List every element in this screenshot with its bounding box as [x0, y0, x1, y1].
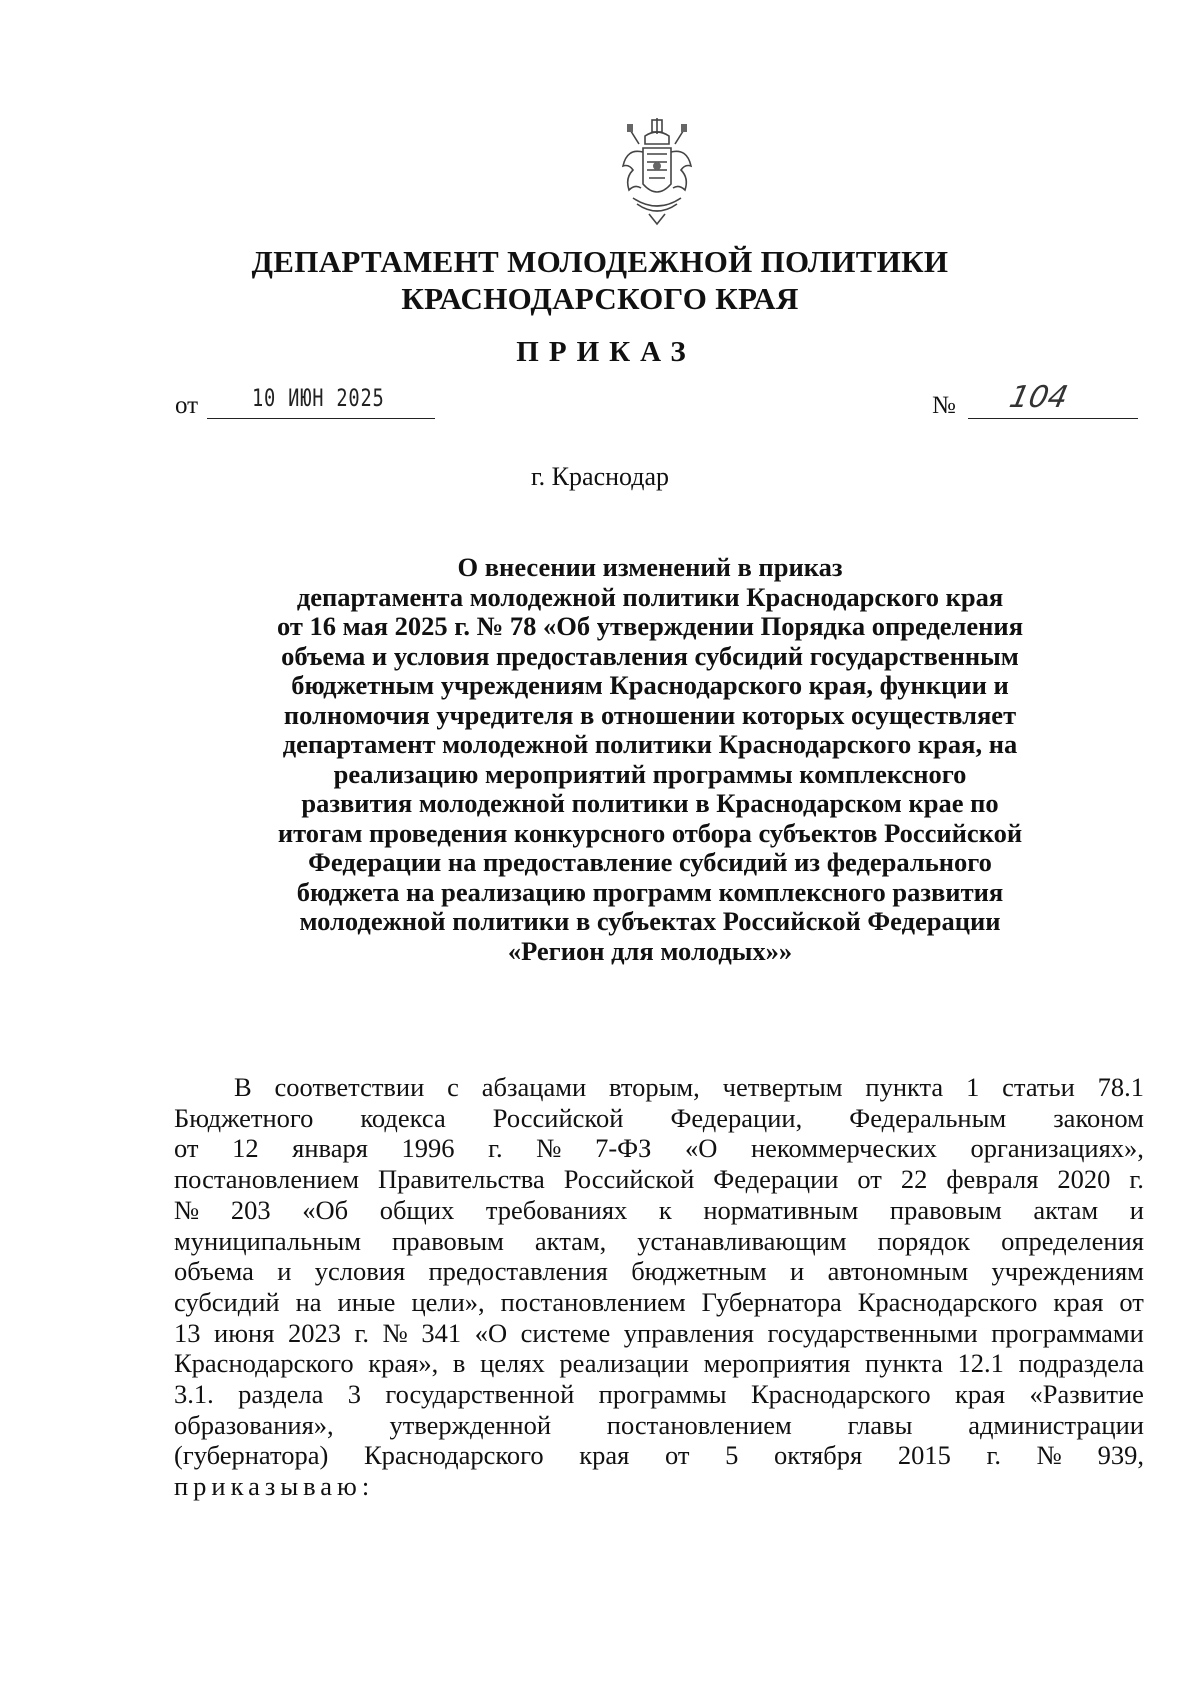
- word: главы: [847, 1409, 913, 1440]
- title-line: развития молодежной политики в Краснодарском крае по: [301, 788, 999, 818]
- word: вторым,: [609, 1072, 700, 1102]
- body-line: [174, 1318, 1144, 1349]
- word: 12: [232, 1133, 259, 1164]
- body-line: [174, 1072, 1144, 1103]
- word: 22: [900, 1164, 928, 1195]
- word: Краснодарского: [750, 1379, 931, 1410]
- word: правовым: [889, 1194, 1002, 1225]
- title-line: Федерации на предоставление субсидий из федерального: [308, 847, 992, 877]
- title-line: молодежной политики в субъектах Российской Федерации: [299, 906, 1001, 936]
- body-line: [174, 1256, 1144, 1287]
- word: пункта: [865, 1072, 944, 1102]
- word: 7-ФЗ: [595, 1133, 652, 1164]
- word: и: [277, 1256, 292, 1287]
- word: Российской: [563, 1164, 695, 1195]
- body-line: [174, 1226, 1144, 1257]
- word: г.: [354, 1317, 370, 1348]
- word: целях: [480, 1348, 545, 1379]
- word: февраля: [946, 1164, 1039, 1195]
- word: программами: [991, 1317, 1144, 1348]
- body-line: [174, 1287, 1144, 1318]
- word: утвержденной: [389, 1409, 552, 1440]
- word: образования»,: [174, 1409, 334, 1440]
- word: и: [790, 1256, 805, 1287]
- title-line: полномочия учредителя в отношении которых осуществляет: [283, 699, 1017, 730]
- word: и: [1129, 1194, 1144, 1225]
- word: «Об: [302, 1194, 349, 1225]
- word: 13: [174, 1317, 201, 1348]
- word: от: [174, 1133, 199, 1164]
- date-stamp: 10 ИЮН 2025: [252, 384, 385, 412]
- title-line: «Регион для молодых»»: [507, 935, 793, 966]
- word: порядок: [877, 1225, 971, 1256]
- word: иные: [337, 1286, 396, 1317]
- title-line: бюджета на реализацию программ комплексного развития: [296, 876, 1004, 907]
- word: Российской: [492, 1102, 624, 1133]
- number-underline: [968, 418, 1138, 419]
- title-line: итогам проведения конкурсного отбора субъектов Российской: [277, 817, 1023, 848]
- word: «О: [685, 1133, 718, 1164]
- word: №: [382, 1317, 408, 1348]
- number-label: №: [932, 392, 956, 419]
- word: системе: [520, 1317, 611, 1348]
- word: абзацами: [481, 1072, 587, 1102]
- word: объема: [174, 1256, 254, 1287]
- date-label: от: [175, 392, 199, 419]
- word: реализации: [559, 1348, 689, 1379]
- word: определения: [1001, 1225, 1144, 1256]
- word: нормативным: [703, 1194, 859, 1225]
- word: 1996: [401, 1133, 455, 1164]
- word: мероприятия: [703, 1348, 851, 1379]
- body-line: [174, 1103, 1144, 1134]
- word: на: [295, 1286, 322, 1317]
- word: четвертым: [722, 1072, 843, 1102]
- body-line: [174, 1195, 1144, 1226]
- body-line: [174, 1379, 1144, 1410]
- title-line: бюджетным учреждениям Краснодарского края, функции и: [291, 670, 1009, 700]
- word: государственной: [385, 1379, 575, 1410]
- word: учреждениям: [991, 1256, 1144, 1287]
- word: Краснодарского: [174, 1348, 354, 1379]
- word: 12.1: [957, 1348, 1004, 1379]
- word: бюджетным: [631, 1256, 767, 1287]
- word: автономным: [827, 1256, 969, 1287]
- date-underline: [207, 418, 435, 419]
- word: некоммерческих: [750, 1133, 937, 1164]
- word: кодекса: [360, 1102, 446, 1133]
- word: Краснодарского: [857, 1286, 1038, 1317]
- city-name: г. Краснодар: [530, 462, 670, 491]
- word: 3: [347, 1379, 362, 1410]
- body-line: [174, 1133, 1144, 1164]
- word: края: [579, 1440, 630, 1471]
- word: условия: [314, 1256, 406, 1287]
- word: №: [1036, 1440, 1062, 1471]
- word: «Развитие: [1029, 1379, 1144, 1410]
- word: от: [665, 1440, 690, 1471]
- title-line: департамент молодежной политики Краснодарского края, на: [282, 729, 1018, 759]
- word: 2023: [287, 1317, 341, 1348]
- body-line: [174, 1164, 1144, 1195]
- word: актам,: [534, 1225, 607, 1256]
- word: организациях»,: [970, 1133, 1144, 1164]
- word: 2020: [1057, 1164, 1111, 1195]
- word: Федерации,: [670, 1102, 803, 1133]
- department-name-line1: ДЕПАРТАМЕНТ МОЛОДЕЖНОЙ ПОЛИТИКИ: [251, 244, 949, 279]
- word: края: [955, 1379, 1006, 1410]
- order-title: [200, 553, 1100, 966]
- word: предоставления: [428, 1256, 608, 1287]
- word: постановлением: [174, 1164, 359, 1195]
- word: от: [857, 1164, 882, 1195]
- word: постановлением: [500, 1286, 686, 1317]
- word: Бюджетного: [174, 1102, 314, 1133]
- word: 5: [725, 1440, 739, 1471]
- word: 1: [966, 1072, 980, 1102]
- title-line: от 16 мая 2025 г. № 78 «Об утверждении Порядка определения: [276, 611, 1024, 641]
- word: государственными: [767, 1317, 978, 1348]
- word: июня: [214, 1317, 275, 1348]
- word: цели»,: [411, 1286, 485, 1317]
- word: субсидий: [174, 1286, 280, 1317]
- word: г.: [1129, 1164, 1144, 1195]
- title-line: реализацию мероприятий программы комплексного: [333, 758, 967, 789]
- word: №: [174, 1194, 200, 1225]
- word: Федерации: [713, 1164, 839, 1195]
- word: с: [447, 1072, 459, 1102]
- handwritten-number: 104: [1006, 380, 1071, 415]
- word: Губернатора: [701, 1286, 842, 1317]
- word: требованиях: [485, 1194, 628, 1225]
- word: Федеральным: [849, 1102, 1007, 1133]
- word: актам: [1033, 1194, 1099, 1225]
- coat-of-arms-icon: [619, 118, 695, 226]
- word: г.: [986, 1440, 1001, 1471]
- word: №: [536, 1133, 562, 1164]
- title-line: О внесении изменений в приказ: [457, 552, 843, 582]
- word: муниципальным: [174, 1225, 361, 1256]
- body-line: [174, 1348, 1144, 1379]
- word: (губернатора): [174, 1440, 329, 1471]
- department-name-line2: КРАСНОДАРСКОГО КРАЯ: [401, 281, 799, 316]
- order-verb: приказываю:: [174, 1471, 375, 1502]
- word: 78.1: [1097, 1072, 1144, 1102]
- word: статьи: [1002, 1072, 1075, 1102]
- word: «О: [474, 1317, 508, 1348]
- body-line: [174, 1440, 1144, 1471]
- word: программы: [598, 1379, 727, 1410]
- word: октября: [774, 1440, 863, 1471]
- title-line: департамента молодежной политики Краснодарского края: [296, 581, 1004, 612]
- title-line: объема и условия предоставления субсидий государственным: [281, 640, 1019, 671]
- document-type-heading: ПРИКАЗ: [516, 336, 696, 368]
- word: В: [234, 1072, 252, 1102]
- word: законом: [1053, 1102, 1144, 1133]
- word: администрации: [968, 1409, 1144, 1440]
- word: правовым: [392, 1225, 504, 1256]
- word: края»,: [368, 1348, 439, 1379]
- word: к: [658, 1194, 672, 1225]
- word: 2015: [897, 1440, 951, 1471]
- order-body: [174, 1072, 1144, 1502]
- word: пункта: [865, 1348, 943, 1379]
- word: раздела: [238, 1379, 324, 1410]
- word: общих: [379, 1194, 455, 1225]
- word: г.: [488, 1133, 503, 1164]
- word: 341: [421, 1317, 462, 1348]
- word: января: [292, 1133, 368, 1164]
- word: в: [452, 1348, 466, 1379]
- word: подраздела: [1018, 1348, 1144, 1379]
- word: края: [1053, 1286, 1104, 1317]
- body-line: [174, 1410, 1144, 1441]
- word: управления: [623, 1317, 754, 1348]
- word: соответствии: [274, 1072, 425, 1102]
- word: от: [1119, 1286, 1144, 1317]
- word: Правительства: [377, 1164, 545, 1195]
- word: 939,: [1097, 1440, 1144, 1471]
- word: 203: [230, 1194, 271, 1225]
- word: 3.1.: [174, 1379, 214, 1410]
- word: устанавливающим: [637, 1225, 847, 1256]
- word: постановлением: [606, 1409, 792, 1440]
- word: Краснодарского: [363, 1440, 544, 1471]
